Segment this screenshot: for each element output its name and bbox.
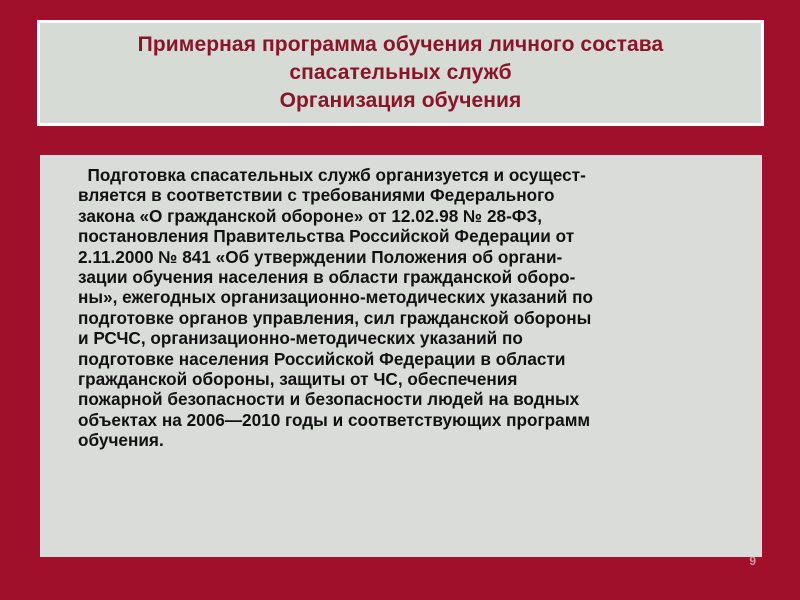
page-number: 9 (749, 554, 756, 568)
body-line: подготовке населения Российской Федерации в области (78, 348, 566, 369)
body-line: Подготовка спасательных служб организуется и осущест- (78, 165, 586, 185)
body-line: пожарной безопасности и безопасности людей на водных (78, 389, 580, 410)
body-line: вляется в соответствии с требованиями Федерального (78, 185, 555, 206)
title-box (37, 20, 764, 126)
body-line: зации обучения населения в области гражданской оборо- (78, 267, 576, 288)
body-text (78, 165, 758, 451)
title-line-3: Организация обучения (279, 89, 522, 112)
body-line: гражданской обороны, защиты от ЧС, обеспечения (78, 369, 518, 390)
body-line: постановления Правительства Российской Федерации от (78, 226, 575, 247)
title-line-2: спасательных служб (289, 61, 512, 84)
body-line: объектах на 2006—2010 годы и соответствующих программ (78, 409, 591, 430)
body-line: закона «О гражданской обороне» от 12.02.98 № 28-ФЗ, (78, 205, 543, 226)
title-line-1: Примерная программа обучения личного состава (137, 33, 664, 56)
body-line: и РСЧС, организационно-методических указаний по (78, 328, 523, 349)
body-line: подготовке органов управления, сил гражданской обороны (78, 307, 592, 328)
body-panel (40, 155, 762, 557)
body-line: ны», ежегодных организационно-методических указаний по (78, 287, 594, 308)
body-line: обучения. (78, 430, 164, 451)
body-line: 2.11.2000 № 841 «Об утверждении Положения об органи- (78, 246, 563, 267)
